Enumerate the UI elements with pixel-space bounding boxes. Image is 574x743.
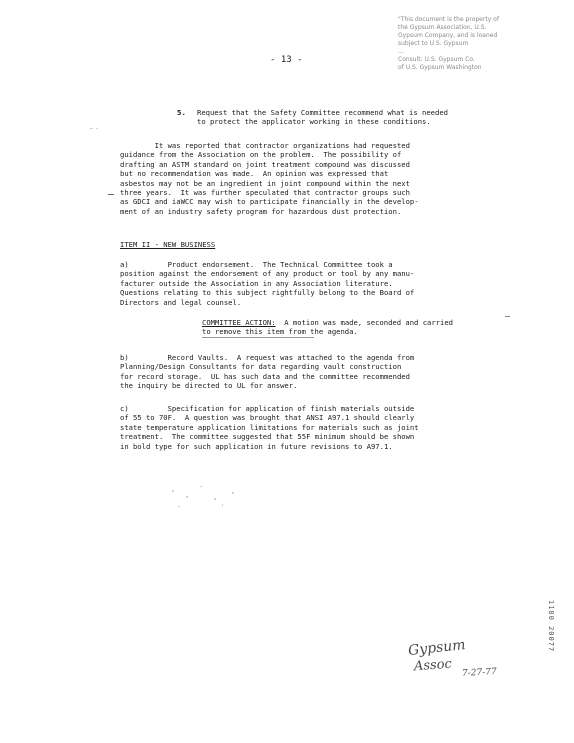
para-line: in bold type for such application in future revisions to A97.1.: [120, 441, 393, 451]
scan-speck: [505, 316, 510, 317]
stamp-line: Gypsum Company, and is loaned: [398, 32, 498, 39]
underline-rule: [202, 337, 314, 338]
para-line: c) Specification for application of finish materials outside: [120, 404, 415, 413]
bates-number: 1180 20077: [547, 600, 555, 653]
page-number: - 13 -: [270, 55, 303, 65]
scan-speck: [222, 504, 223, 506]
item-5-line1: Request that the Safety Committee recommend what is needed: [197, 108, 448, 117]
para-line: position against the endorsement of any product or tool by any manu-: [120, 269, 415, 279]
para-line: asbestos may not be an ingredient in joint compound within the next: [120, 178, 410, 188]
scan-speck: [90, 128, 93, 129]
stamp-line: of U.S. Gypsum Washington: [398, 64, 482, 71]
scan-speck: [108, 194, 114, 195]
para-line: as GDCI and iaWCC may wish to participate financially in the develop-: [120, 197, 419, 207]
para-line: for record storage. UL has such data and the committee recommended: [120, 371, 410, 381]
paragraph-specification: [120, 404, 419, 451]
para-line: three years. It was further speculated that contractor groups such: [120, 188, 410, 198]
handwritten-note-3: 7-27-77: [461, 667, 497, 679]
stamp-line: the Gypsum Association, U.S.: [398, 24, 487, 31]
item-5-number: 5.: [177, 108, 186, 117]
paragraph-record-vaults: [120, 353, 414, 391]
para-line: the inquiry be directed to UL for answer.: [120, 381, 298, 391]
para-line: of 55 to 70F. A question was brought that ANSI A97.1 should clearly: [120, 413, 415, 423]
committee-action-text: A motion was made, seconded and carried: [275, 318, 453, 327]
para-line: drafting an ASTM standard on joint treatment compound was discussed: [120, 159, 410, 169]
para-line: a) Product endorsement. The Technical Committee took a: [120, 260, 393, 269]
para-line: treatment. The committee suggested that 55F minimum should be shown: [120, 432, 415, 442]
committee-action-label: COMMITTEE ACTION:: [202, 318, 276, 327]
item-5-line2: to protect the applicator working in these conditions.: [197, 117, 431, 126]
scan-speck: [96, 128, 98, 129]
scan-speck: [232, 492, 234, 494]
scan-speck: [214, 498, 216, 500]
para-line: guidance from the Association on the problem. The possibility of: [120, 150, 402, 160]
para-line: Directors and legal counsel.: [120, 297, 242, 307]
scan-speck: [186, 496, 188, 498]
para-line: Questions relating to this subject rightfully belong to the Board of: [120, 288, 415, 298]
paragraph-asbestos: [120, 141, 419, 216]
committee-action-line2: to remove this item from the agenda.: [202, 327, 358, 336]
stamp-line: subject to U.S. Gypsum: [398, 40, 469, 47]
para-line: It was reported that contractor organizations had requested: [120, 141, 410, 150]
handwritten-note-1: Gypsum: [407, 637, 467, 659]
committee-action-line1: [202, 318, 453, 327]
stamp-line: Consult: U.S. Gypsum Co.: [398, 56, 475, 63]
scan-speck: [172, 490, 174, 492]
stamp-line: "This document is the property of: [398, 16, 499, 23]
para-line: Planning/Design Consultants for data regarding vault construction: [120, 362, 402, 372]
para-line: but no recommendation was made. An opinion was expressed that: [120, 169, 389, 179]
para-line: ment of an industry safety program for hazardous dust protection.: [120, 206, 402, 216]
confidentiality-stamp: [398, 16, 548, 72]
paragraph-product-endorsement: [120, 260, 414, 307]
scan-speck: [200, 486, 202, 487]
para-line: state temperature application limitations for materials such as joint: [120, 422, 419, 432]
para-line: facturer outside the Association in any Association literature.: [120, 278, 393, 288]
stamp-line: ...: [398, 48, 404, 55]
handwritten-note-2: Assoc: [413, 656, 453, 675]
scan-speck: [178, 506, 180, 507]
para-line: b) Record Vaults. A request was attached to the agenda from: [120, 353, 415, 362]
section-heading: ITEM II - NEW BUSINESS: [120, 240, 216, 249]
